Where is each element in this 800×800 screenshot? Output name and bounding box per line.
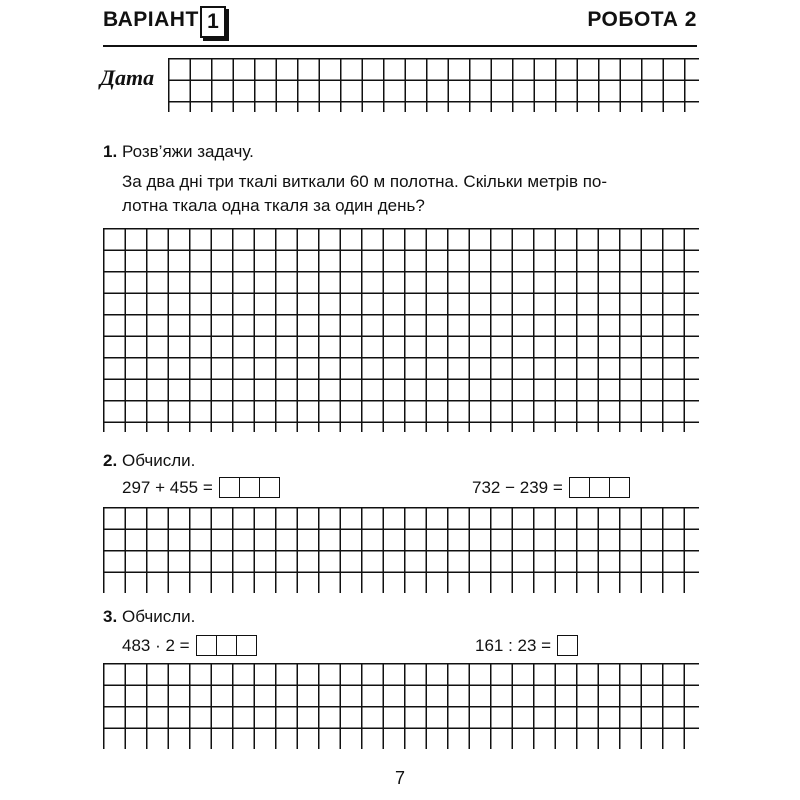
date-grid[interactable]	[168, 58, 699, 112]
answer-cell[interactable]	[558, 636, 577, 655]
answer-cell[interactable]	[260, 478, 279, 497]
task-1-title: Розв’яжи задачу.	[122, 142, 254, 161]
variant-number-box: 1	[200, 6, 226, 38]
task-2-expression-2	[472, 477, 630, 498]
task-1-text-line-2: лотна ткала одна ткаля за один день?	[122, 196, 425, 215]
answer-boxes[interactable]	[219, 477, 280, 498]
expression-text: 483 · 2 =	[122, 635, 190, 655]
task-3-number: 3.	[103, 607, 118, 626]
task-2-solution-grid[interactable]	[103, 507, 699, 593]
answer-cell[interactable]	[240, 478, 260, 497]
header-rule	[103, 45, 697, 47]
task-1-number: 1.	[103, 142, 118, 161]
task-2-expression-1	[122, 477, 280, 498]
task-3-expression-1	[122, 635, 257, 656]
answer-cell[interactable]	[237, 636, 256, 655]
expression-text: 297 + 455 =	[122, 477, 213, 497]
answer-boxes[interactable]	[196, 635, 257, 656]
task-1-text-line-1: За два дні три ткалі виткали 60 м полотна. Скільки метрів по-	[122, 172, 608, 191]
expression-text: 161 : 23 =	[475, 635, 552, 655]
answer-boxes[interactable]	[569, 477, 630, 498]
task-1-solution-grid[interactable]	[103, 228, 699, 432]
task-3-expression-2	[475, 635, 578, 656]
answer-cell[interactable]	[220, 478, 240, 497]
task-3-solution-grid[interactable]	[103, 663, 699, 749]
task-3-title: Обчисли.	[122, 607, 196, 626]
variant-label: ВАРІАНТ	[103, 8, 199, 31]
answer-cell[interactable]	[610, 478, 629, 497]
answer-boxes[interactable]	[557, 635, 578, 656]
answer-cell[interactable]	[197, 636, 217, 655]
task-2-title: Обчисли.	[122, 451, 196, 470]
date-label: Дата	[100, 65, 155, 90]
answer-cell[interactable]	[590, 478, 610, 497]
answer-cell[interactable]	[217, 636, 237, 655]
work-label: РОБОТА 2	[587, 8, 697, 31]
page-number: 7	[394, 768, 405, 788]
expression-text: 732 − 239 =	[472, 477, 563, 497]
task-2-number: 2.	[103, 451, 118, 470]
answer-cell[interactable]	[570, 478, 590, 497]
